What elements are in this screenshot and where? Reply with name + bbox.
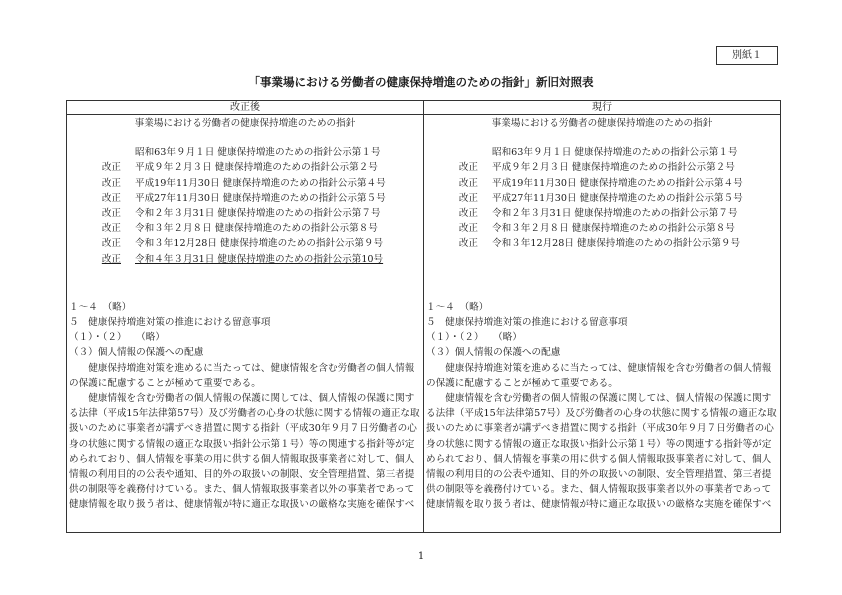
paragraph: 健康情報を含む労働者の個人情報の保護に関しては、個人情報の保護に関する法律（平成15年法律第57号）及び労働者の心身の状態に関する情報の適正な取扱いのために事業者が講ずべき措置に関する指針（平成30年９月７日労働者の心身の状態に関する情報の適正な取扱い指針公示第１号）等の関連する指針等が定められており、個人情報を事業の用に供する個人情報取扱事業者に対して、個人情報の利用目的の公表や通知、目的外の取扱いの制限、安全管理措置、第三者提供の制限等を義務付けている。また、個人情報取扱事業者以外の事業者であって健康情報を取り扱う者は、健康情報が特に適正な取扱いの厳格な実施を確保すべ	[69, 392, 420, 511]
guideline-title: 事業場における労働者の健康保持増進のための指針	[491, 118, 713, 129]
section-1-4: １～４ （略）	[69, 301, 132, 313]
section-5-1-2: （１）・（２） （略）	[426, 332, 522, 344]
header-old: 現行	[424, 101, 781, 115]
history-row: 改正 令和２年３月31日 健康保持増進のための指針公示第７号	[101, 207, 381, 219]
history-row: 改正 令和２年３月31日 健康保持増進のための指針公示第７号	[458, 207, 738, 219]
guideline-body	[424, 300, 780, 513]
column-new	[67, 115, 424, 533]
page-number: 1	[417, 551, 425, 562]
section-5-3-heading: （３）個人情報の保護への配慮	[426, 347, 561, 359]
section-5-heading: ５ 健康保持増進対策の推進における留意事項	[69, 316, 271, 328]
history-row: 改正 令和３年12月28日 健康保持増進のための指針公示第９号	[101, 238, 384, 250]
section-5-3-heading: （３）個人情報の保護への配慮	[69, 347, 204, 359]
guideline-title: 事業場における労働者の健康保持増進のための指針	[134, 118, 356, 129]
section-5-heading: ５ 健康保持増進対策の推進における留意事項	[426, 316, 628, 328]
header-new: 改正後	[67, 101, 424, 115]
amendment-history	[67, 145, 423, 267]
history-row: 改正 平成27年11月30日 健康保持増進のための指針公示第５号	[458, 192, 743, 204]
guideline-body	[67, 300, 423, 513]
section-1-4: １～４ （略）	[426, 301, 489, 313]
history-row: 改正 令和３年２月８日 健康保持増進のための指針公示第８号	[101, 223, 378, 235]
annex-label: 別紙１	[716, 46, 778, 65]
comparison-table	[66, 100, 781, 533]
section-5-1-2: （１）・（２） （略）	[69, 332, 165, 344]
history-row: 改正 平成９年２月３日 健康保持増進のための指針公示第２号	[458, 162, 735, 174]
paragraph: 健康保持増進対策を進めるに当たっては、健康情報を含む労働者の個人情報の保護に配慮することが極めて重要である。	[69, 362, 415, 389]
history-row-new-amendment: 改正 令和４年３月31日 健康保持増進のための指針公示第10号	[101, 253, 384, 265]
document-title: 「事業場における労働者の健康保持増進のための指針」新旧対照表	[248, 75, 594, 89]
history-row: 改正 令和３年２月８日 健康保持増進のための指針公示第８号	[458, 223, 735, 235]
history-row: 改正 令和３年12月28日 健康保持増進のための指針公示第９号	[458, 238, 741, 250]
history-row: 昭和63年９月１日 健康保持増進のための指針公示第１号	[135, 147, 381, 159]
history-row: 改正 平成19年11月30日 健康保持増進のための指針公示第４号	[458, 177, 743, 189]
amendment-history	[424, 145, 780, 267]
column-old	[424, 115, 781, 533]
paragraph: 健康保持増進対策を進めるに当たっては、健康情報を含む労働者の個人情報の保護に配慮することが極めて重要である。	[426, 362, 772, 389]
history-row: 改正 平成19年11月30日 健康保持増進のための指針公示第４号	[101, 177, 386, 189]
paragraph: 健康情報を含む労働者の個人情報の保護に関しては、個人情報の保護に関する法律（平成15年法律第57号）及び労働者の心身の状態に関する情報の適正な取扱いのために事業者が講ずべき措置に関する指針（平成30年９月７日労働者の心身の状態に関する情報の適正な取扱い指針公示第１号）等の関連する指針等が定められており、個人情報を事業の用に供する個人情報取扱事業者に対して、個人情報の利用目的の公表や通知、目的外の取扱いの制限、安全管理措置、第三者提供の制限等を義務付けている。また、個人情報取扱事業者以外の事業者であって健康情報を取り扱う者は、健康情報が特に適正な取扱いの厳格な実施を確保すべ	[426, 392, 777, 511]
history-row: 改正 平成９年２月３日 健康保持増進のための指針公示第２号	[101, 162, 378, 174]
history-row: 改正 平成27年11月30日 健康保持増進のための指針公示第５号	[101, 192, 386, 204]
history-row: 昭和63年９月１日 健康保持増進のための指針公示第１号	[492, 147, 738, 159]
